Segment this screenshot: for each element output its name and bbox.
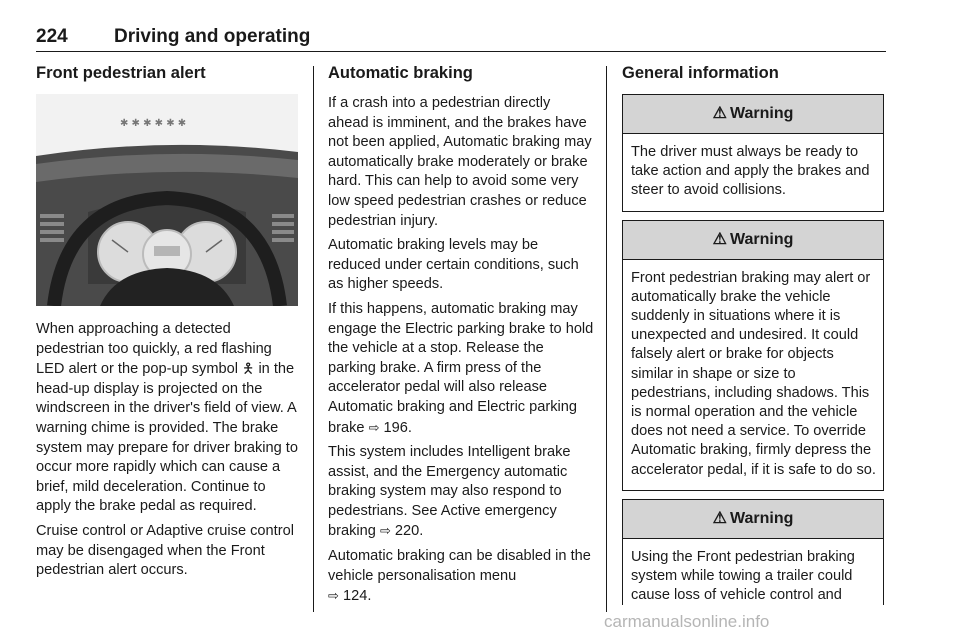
paragraph-braking-levels: Automatic braking levels may be reduced under certain conditions, such as higher speeds.	[328, 237, 579, 293]
column-front-pedestrian-alert	[36, 62, 302, 586]
section-heading-automatic-braking: Automatic braking	[328, 64, 473, 82]
warning-box	[622, 499, 884, 605]
page-reference-arrow-icon: ⇨	[368, 419, 380, 435]
page-reference-link[interactable]: 220.	[394, 523, 424, 540]
paragraph-cruise-control: Cruise control or Adaptive cruise control may be disengaged when the Front pedestrian alert occurs.	[36, 522, 294, 579]
warning-header	[623, 500, 883, 539]
page-header	[36, 24, 886, 52]
paragraph-alert-description: When approaching a detected pedestrian too quickly, a red flashing LED alert or the pop-up symbol 🯅 in the head-up display is projected on the windscreen in the driver's field of view. A warning chime is provided. The brake system may prepare for driver braking to occur more rapidly which can cause a brief, mild deceleration. Continue to apply the brake pedal as required.	[36, 321, 298, 515]
dashboard-illustration	[36, 94, 298, 306]
warning-triangle-icon: ⚠	[712, 230, 727, 248]
watermark: carmanualsonline.info	[604, 612, 770, 631]
page-reference-link[interactable]: 124.	[342, 588, 372, 605]
warning-label: Warning	[729, 230, 794, 248]
warning-text: Using the Front pedestrian braking system while towing a trailer could cause loss of vehicle control and	[631, 548, 855, 604]
warning-triangle-icon: ⚠	[712, 105, 727, 123]
warning-text: The driver must always be ready to take action and apply the brakes and steer to avoid collisions.	[631, 144, 870, 199]
page-number: 224	[36, 26, 68, 47]
section-heading-front-pedestrian-alert: Front pedestrian alert	[36, 64, 206, 82]
column-general-information	[622, 62, 884, 613]
page-reference-link[interactable]: 196.	[383, 419, 412, 436]
hud-led-alert-icon	[120, 118, 186, 129]
paragraph-intelligent-brake-assist: This system includes Intelligent brake assist, and the Emergency automatic braking system may also respond to pedestrians. See Active emergency braking ⇨ 220.	[328, 444, 571, 540]
page-reference-arrow-icon: ⇨	[379, 523, 391, 539]
warning-header	[623, 221, 883, 260]
chapter-title: Driving and operating	[114, 26, 311, 47]
column-automatic-braking	[328, 62, 594, 612]
column-divider-left	[313, 66, 314, 612]
pedestrian-icon: 🯅	[242, 360, 255, 377]
warning-box	[622, 94, 884, 212]
paragraph-parking-brake: If this happens, automatic braking may engage the Electric parking brake to hold the vehicle at a stop. Release the parking brake. A firm press of the accelerator pedal will also release Automatic braking and Electric parking brake ⇨ 196.	[328, 300, 594, 436]
paragraph-disable-braking: Automatic braking can be disabled in the vehicle personalisation menu ⇨ 124.	[328, 548, 591, 605]
page-reference-arrow-icon: ⇨	[328, 588, 339, 604]
warning-triangle-icon: ⚠	[712, 510, 727, 528]
paragraph-automatic-braking-intro: If a crash into a pedestrian directly ahead is imminent, and the brakes have not been applied, Automatic braking may automatically brake moderately or brake hard. This can help to avoid some very low speed pedestrian crashes or reduce pedestrian injury.	[328, 95, 592, 229]
warning-header	[623, 95, 883, 134]
warning-label: Warning	[729, 510, 794, 528]
svg-text:✱ ✱ ✱ ✱ ✱ ✱: ✱ ✱ ✱ ✱ ✱ ✱	[120, 118, 187, 129]
section-heading-general-information: General information	[622, 64, 779, 82]
warning-box	[622, 220, 884, 491]
warning-label: Warning	[729, 105, 794, 123]
warning-text: Front pedestrian braking may alert or automatically brake the vehicle suddenly in situations where it is unexpected and undesired. It could falsely alert or brake for objects similar in shape or size to pedestrians, including shadows. This is normal operation and the vehicle does not need a service. To override Automatic braking, firmly depress the accelerator pedal, if it is safe to do so.	[631, 269, 876, 478]
column-divider-right	[606, 66, 607, 612]
